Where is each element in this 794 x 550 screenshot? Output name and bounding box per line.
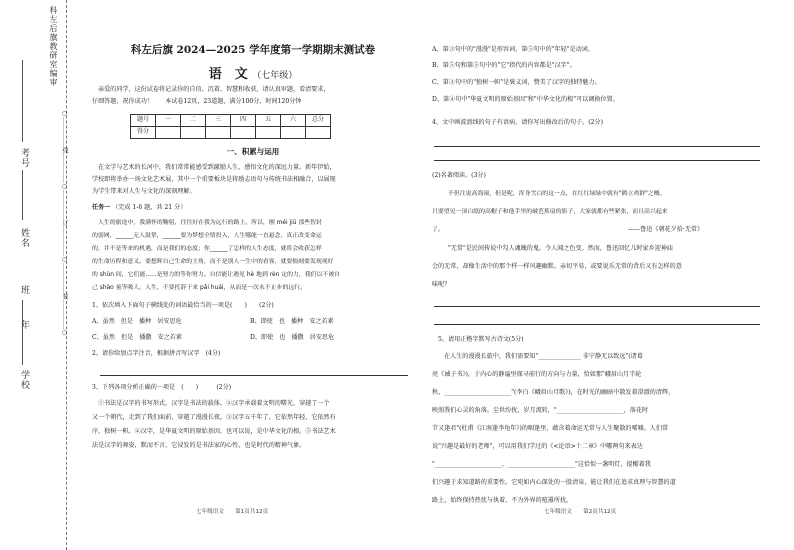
q1-option-d[interactable]: D、即使 也 播撒 居安思危	[250, 334, 335, 341]
q6-line-4: 映照我们心灵的角落。尘世纷扰，岁月流转，"______________________，落花时	[432, 407, 649, 414]
task-label: 任务一	[92, 204, 111, 211]
q1-option-a[interactable]: A、虽然 但是 播种 居安思危	[92, 318, 182, 325]
task-heading	[92, 204, 186, 213]
essay-line-1: 在文学与艺术的长河中，我们常常能感受到激励人生、感悟文化的深远力量。新年伊始，	[98, 164, 336, 171]
q3-option-c[interactable]: C、第③句中的"独树一帜"是褒义词，赞美了汉字的独特魅力。	[432, 79, 601, 86]
q3-line-2: 又一个朝代，走到了我们面前，穿越了漫漫长夜。③汉字五千年了，它依然年轻，它依然有	[92, 414, 336, 421]
q5-source: ——鲁迅《朝花夕拾·无常》	[628, 226, 704, 233]
score-cell[interactable]	[231, 127, 256, 139]
score-header: 总分	[306, 115, 331, 127]
school-field-label: 学校	[19, 370, 29, 390]
q5-line-2: 只要望见一顶白纸的高帽子和他手里的破芭蕉扇的影子，大家就都有些紧张，而且高兴起来	[432, 209, 668, 215]
score-cell[interactable]	[256, 127, 281, 139]
score-row-label: 得分	[131, 127, 156, 139]
q5-line-6: 味呢？	[432, 281, 451, 288]
q2-stem: 2、请你给加点字注音，根据拼音写汉字 (4分)	[92, 350, 221, 357]
essay-line-2: 学校即将举办一场文化艺术展，其中一个重要板块是将励志语句与传统书法相融合，以展现	[92, 176, 336, 183]
binding-top-text: 科左后旗教研室编审	[49, 6, 58, 87]
subject-name: 语 文	[208, 67, 248, 82]
q1-stem: 1、依次填入下面句子横线处的词语最恰当的一项是( ) (2分)	[92, 302, 274, 309]
score-header: 一	[156, 115, 181, 127]
passage-line-5: 的 shùn 间，它们能......是努力的等你努力。自信能让遇见 hè 地到 rèn 定的力，我们以不被自	[92, 272, 341, 278]
id-field-label: 考号	[19, 148, 29, 168]
q6-line-2: 亮《诫子书》)，于内心的静谧里探寻前行的方向与力量，恰如那"峨眉山月半轮	[432, 371, 642, 378]
score-table	[130, 114, 331, 139]
section-heading: 一、积累与运用	[226, 147, 280, 156]
grade-label: （七年级）	[252, 71, 298, 81]
q3-line-4: 法是汉字的舞姿，默而不言，它浸发的是书法家的心性，也是时代的精神气象。	[92, 442, 306, 449]
score-header: 二	[181, 115, 206, 127]
q4-answer-line-1[interactable]	[434, 146, 760, 147]
q4-answer-line-2[interactable]	[434, 160, 760, 161]
q5-line-1: 不但注说高海滚，但是呢，浑身雪白的这一点，在红红绿绿中就有"鹤立鸡群"之概。	[448, 191, 666, 197]
score-cell[interactable]	[281, 127, 306, 139]
passage-line-4: 的生命历程和意义。要想辉自己生命的主角，而不是别人一生中的看客，就要倘刻要发现现好	[92, 259, 334, 265]
q6-line-3: 秋，______________________"(李白《峨眉山月歌》)，在时光的幽暗中散发着澄澈的清辉，	[432, 389, 675, 396]
score-header: 五	[256, 115, 281, 127]
q5-answer-line-2[interactable]	[434, 324, 760, 325]
q2-answer-line[interactable]	[100, 375, 408, 376]
score-header: 题号	[131, 115, 156, 127]
q5-label: (2)名著阅读。(3分)	[432, 172, 486, 179]
score-cell[interactable]	[306, 127, 331, 139]
q1-option-c[interactable]: C、虽然 但是 播撒 安之若素	[92, 334, 182, 341]
q3-option-d[interactable]: D、第④句中"华夏文明的原始基因"和"中华文化的根"可以调换位置。	[432, 96, 619, 103]
class-field-label: 班	[19, 285, 29, 295]
q6-line-5: 节又逢君"(杜甫《江南逢李龟年》)的咽逢里，蕴含着命运无常与人生聚散的唏嘘。人们常	[432, 425, 669, 432]
page-1	[92, 0, 414, 550]
q5-line-4: "无常"是民间传说中勾人魂魄的鬼。令人闻之色变。然而，鲁迅回忆儿时家乡迎神庙	[448, 245, 673, 252]
school-field-line[interactable]	[22, 300, 23, 365]
q6-line-1: 在人生的漫漫长旅中，我们需要知"______________ 非宁静无以致远"(诸葛	[444, 353, 643, 360]
essay-line-3: 为学生带来对人生与文化的深刻理解。	[92, 188, 196, 195]
score-header: 三	[206, 115, 231, 127]
id-field-line[interactable]	[22, 60, 23, 142]
seal-line-text: ○……………线……………○……………订……………○……………装……………○	[61, 110, 68, 336]
name-field-line[interactable]	[22, 170, 23, 220]
q6-line-6: 说"兴趣是最好的老师"，可以用我们学过的《<论语>十二章》中哪两句来表达	[432, 443, 643, 450]
page-1-footer: 七年级语文 第1页共12页	[196, 509, 269, 515]
score-cell[interactable]	[206, 127, 231, 139]
q4-stem: 4、文中画波浪线的句子有语病，请你写出修改后的句子。(2分)	[432, 119, 603, 126]
q1-option-b[interactable]: B、即使 也 播种 安之若素	[250, 318, 334, 325]
q5-line-5: 会的无常，却像生活中的那个样一样风趣幽默。亲切平易，或要说乐无常的背后又有怎样的意	[432, 263, 682, 270]
page-2-footer: 七年级语文 第2页共12页	[544, 509, 617, 515]
score-header: 六	[281, 115, 306, 127]
passage-line-3: 的，并不是等来的机遇，而是我们的态度；你______了怎样的人生态度，就将会收获怎样	[92, 246, 322, 252]
score-cell[interactable]	[181, 127, 206, 139]
subject-heading	[92, 66, 414, 85]
passage-line-6: 己 shào 量等吸人。人生，不要托辞于来 pǎi huái，从而是一次永不止步的远行。	[92, 285, 307, 291]
q3-line-1: ①书法是汉字的书写形式，汉字是书法的载体。②汉字承载着文明的曙光，穿越了一个	[98, 400, 330, 407]
q3-option-a[interactable]: A、第③句中的"漫漫"是形容词，第⑤句中的"年轻"是动词。	[432, 46, 594, 53]
q5-answer-line-1[interactable]	[434, 306, 760, 307]
intro-line-1: 亲爱的同学，这份试卷将记录你的自信、沉着、智慧和收获，请认真审题，看清要求，	[98, 86, 330, 93]
score-cell[interactable]	[156, 127, 181, 139]
task-desc: （完成 1-6 题，共 21 分）	[112, 204, 187, 211]
page-2	[432, 0, 762, 550]
q3-line-3: 序，独树一帜。④汉字，是华夏文明的原始基因，也可以说，是中华文化的根。⑤书法艺术	[92, 428, 336, 435]
passage-line-1: 人生的旅途中，我满怀的鞠躬，往往好在我为远行的路上。所以，刚 méi jiǔ 那些智封	[98, 220, 322, 226]
score-header: 四	[231, 115, 256, 127]
exam-title: 科左后旗 2024—2025 学年度第一学期期末测试卷	[130, 44, 376, 56]
intro-line-2: 仔细答题，祝你成功！ 本试卷12页，23道题，满分100分，时间120分钟	[92, 98, 302, 105]
q6-line-7: "______________________，______________________"这恰似一盏明灯，提醒着我	[432, 461, 651, 468]
q6-line-8: 们兴趣于求知道路的重要性。它宛如内心深处的一股清泉，能让我们在追求真理与智慧的道	[432, 479, 676, 486]
q3-option-b[interactable]: B、第⑤句和第⑤句中的"它"指代的内容都是"汉字"。	[432, 62, 576, 69]
binding-margin	[0, 0, 70, 550]
passage-line-2: 的弱网，______无人鼓掌，______要为梦想全情投入，人生哪能一直悬念，真正改变命运	[92, 233, 322, 239]
q6-stem: 5、请用正楷字默写古诗文(5分)	[438, 336, 524, 343]
q6-line-9: 路上，始终保持热忱与执着，不为外界的喧嚣所扰。	[432, 497, 573, 504]
q3-stem: 3、下列各项分析正确的一项是 ( ) (2分)	[92, 384, 232, 391]
q5-line-3: 了。	[432, 227, 444, 233]
grade-field-label: 年	[19, 320, 29, 330]
name-field-label: 姓名	[19, 228, 29, 248]
